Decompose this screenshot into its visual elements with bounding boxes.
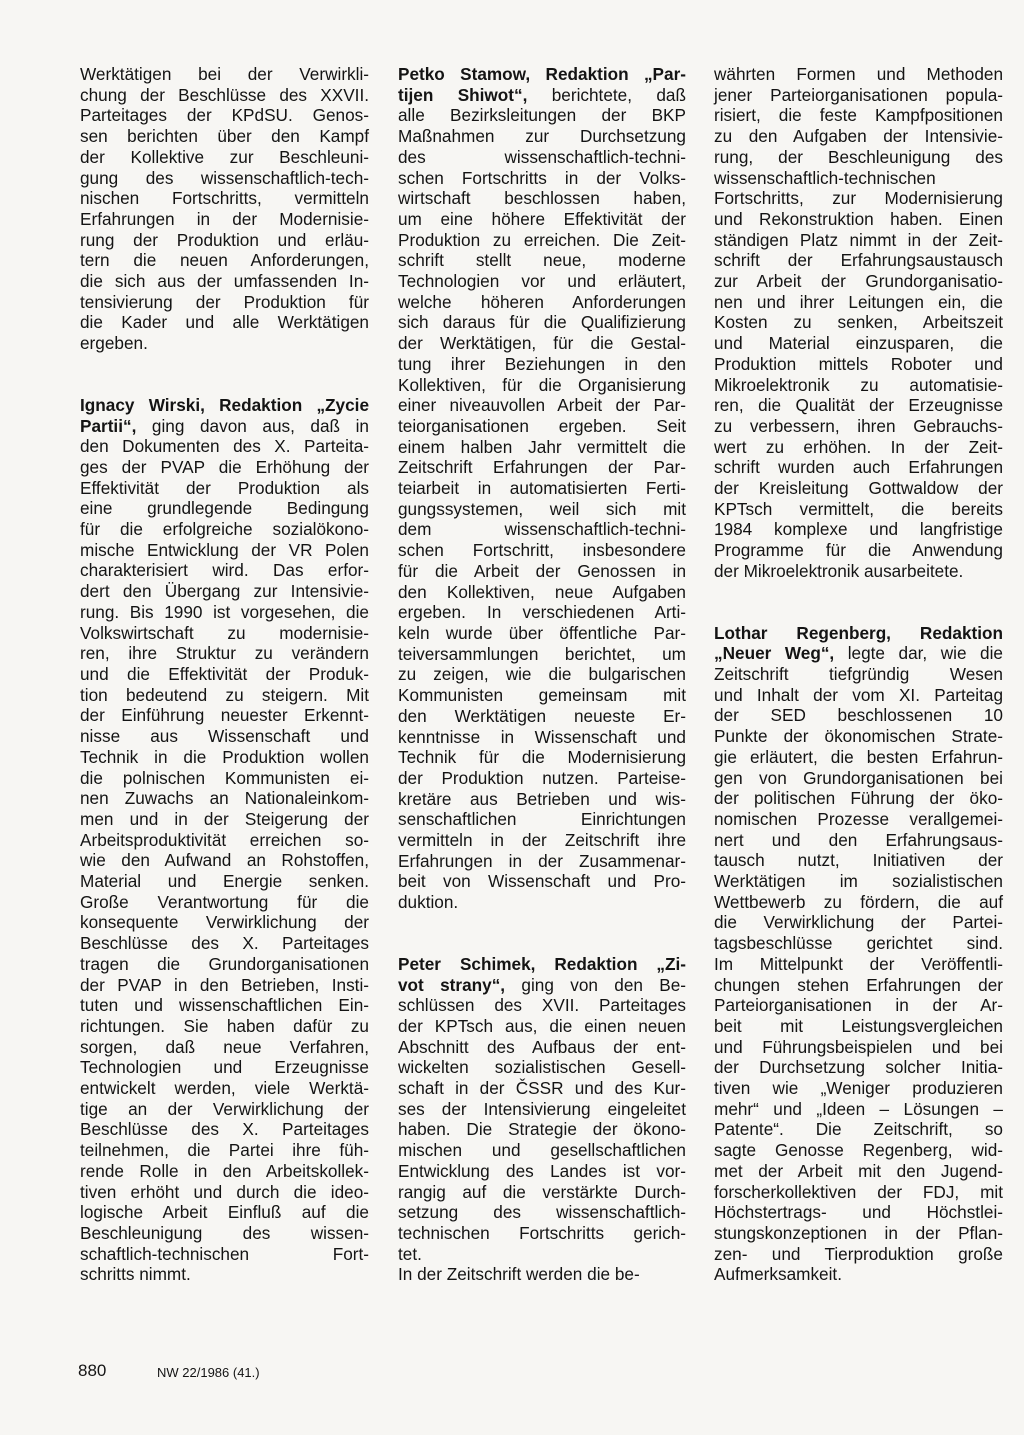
issue-label: NW 22/1986 (41.) xyxy=(157,1365,260,1380)
text-line: logische Arbeit Einfluß auf die xyxy=(80,1202,369,1223)
text-line: wickelten sozialistischen Gesell- xyxy=(398,1057,686,1078)
text-line: schrift stellt neue, moderne xyxy=(398,250,686,271)
text-line: zen- und Tierproduktion große xyxy=(714,1243,1003,1264)
text-line: ergeben. xyxy=(80,333,148,354)
text-line: ren, ihre Struktur zu verändern xyxy=(80,643,369,664)
text-line: Große Verantwortung für die xyxy=(80,891,369,912)
text-line: gungssystemen, weil sich mit xyxy=(398,498,686,519)
text-line: ständigen Platz nimmt in der Zeit- xyxy=(714,229,1003,250)
text-line: tion bedeutend zu steigern. Mit xyxy=(80,684,369,705)
text-line: tagsbeschlüsse gerichtet sind. xyxy=(714,933,1003,954)
text-line: Beschlüsse des X. Parteitages xyxy=(80,1119,369,1140)
text-line: technischen Fortschritts gerich- xyxy=(398,1222,686,1243)
text-line: stungskonzeptionen in der Pflan- xyxy=(714,1222,1003,1243)
text-line: der PVAP in den Betrieben, Insti- xyxy=(80,974,369,995)
text-line: zu den Aufgaben der Intensivie- xyxy=(714,126,1003,147)
text-line: Produktion zu erreichen. Die Zeit- xyxy=(398,229,686,250)
text-line: tet. xyxy=(398,1243,422,1264)
text-line: wirtschaft beschlossen haben, xyxy=(398,188,686,209)
text-line: risiert, die feste Kampfpositionen xyxy=(714,105,1003,126)
text-line: chung der Beschlüsse des XXVII. xyxy=(80,84,369,105)
text-line: mische Entwicklung der VR Polen xyxy=(80,539,369,560)
page-number: 880 xyxy=(78,1361,107,1380)
text-line: schrift der Erfahrungsaustausch xyxy=(714,250,1003,271)
text-line: wie den Aufwand an Rohstoffen, xyxy=(80,850,369,871)
article-paragraph xyxy=(398,954,686,1285)
text-line: einer niveauvollen Arbeit der Par- xyxy=(398,395,686,416)
text-line: und die Effektivität der Produk- xyxy=(80,663,369,684)
article-paragraph xyxy=(80,395,369,1285)
text-line: die sich aus der umfassenden In- xyxy=(80,271,369,292)
text-line: tiven erhöht und durch die ideo- xyxy=(80,1181,369,1202)
text-line: schaftlich-technischen Fort- xyxy=(80,1243,369,1264)
text-line: rende Rolle in den Arbeitskollek- xyxy=(80,1160,369,1181)
text-line: gen von Grundorganisationen bei xyxy=(714,767,1003,788)
text-line: wissenschaftlich-technischen xyxy=(714,167,936,188)
text-line: schrift wurden auch Erfahrungen xyxy=(714,457,1003,478)
text-line: schen Fortschritt, insbesondere xyxy=(398,540,686,561)
text-line: nen und ihrer Leitungen ein, die xyxy=(714,291,1003,312)
text-line: kenntnisse in Wissenschaft und xyxy=(398,726,686,747)
text-line: Punkte der ökonomischen Strate- xyxy=(714,726,1003,747)
text-line: Kollektiven, für die Organisierung xyxy=(398,374,686,395)
text-line: ges der PVAP die Erhöhung der xyxy=(80,456,369,477)
text-line: Werktätigen im sozialistischen xyxy=(714,871,1003,892)
text-line: entwickelt werden, viele Werktä- xyxy=(80,1078,369,1099)
text-line: der Mikroelektronik ausarbeitete. xyxy=(714,560,964,581)
text-line: Patente“. Die Zeitschrift, so xyxy=(714,1119,1003,1140)
text-line: alle Bezirksleitungen der BKP xyxy=(398,105,686,126)
text-line: beit mit Leistungsvergleichen xyxy=(714,1015,1003,1036)
text-line: setzung des wissenschaftlich- xyxy=(398,1202,686,1223)
text-line: Wettbewerb zu fördern, die auf xyxy=(714,891,1003,912)
text-line: Mikroelektronik zu automatisie- xyxy=(714,374,1003,395)
text-line: Aufmerksamkeit. xyxy=(714,1264,842,1285)
text-line: wert zu erhöhen. In der Zeit- xyxy=(714,436,1003,457)
text-line: nen Zuwachs an Nationaleinkom- xyxy=(80,788,369,809)
text-line: und Rekonstruktion haben. Einen xyxy=(714,208,1003,229)
text-line: teiarbeit in automatisierten Ferti- xyxy=(398,478,686,499)
text-line: rung der Produktion und erläu- xyxy=(80,229,369,250)
text-line: die Kader und alle Werktätigen xyxy=(80,312,369,333)
text-line: der Kreisleitung Gottwaldow der xyxy=(714,478,1003,499)
text-line: vermitteln in der Zeitschrift ihre xyxy=(398,830,686,851)
text-line: Zeitschrift tiefgründig Wesen xyxy=(714,663,1003,684)
text-line: met der Arbeit mit den Jugend- xyxy=(714,1160,1003,1181)
text-line: KPTsch vermittelt, die bereits xyxy=(714,498,1003,519)
text-line: schritts nimmt. xyxy=(80,1264,191,1285)
text-line: der SED beschlossenen 10 xyxy=(714,705,1003,726)
text-line: men und in der Steigerung der xyxy=(80,808,369,829)
text-line: Arbeitsproduktivität erreichen so- xyxy=(80,829,369,850)
article-paragraph xyxy=(714,64,1003,582)
text-line: Technik für die Modernisierung xyxy=(398,747,686,768)
text-line: vot strany“, ging von den Be- xyxy=(398,974,687,995)
text-line: den Werktätigen neueste Er- xyxy=(398,705,686,726)
text-line: Maßnahmen zur Durchsetzung xyxy=(398,126,686,147)
text-line: teiorganisationen ergeben. Seit xyxy=(398,415,686,436)
text-line: sagte Genosse Regenberg, wid- xyxy=(714,1140,1003,1161)
text-line: für die erfolgreiche sozialökono- xyxy=(80,519,369,540)
text-line: zu verbessern, ihren Gebrauchs- xyxy=(714,415,1003,436)
text-line: und Führungsbeispielen und bei xyxy=(714,1036,1003,1057)
text-line: rung. Bis 1990 ist vorgesehen, die xyxy=(80,601,369,622)
text-line: teiversammlungen berichtet, um xyxy=(398,643,686,664)
column-2 xyxy=(398,64,686,1285)
text-line: Technik in die Produktion wollen xyxy=(80,746,369,767)
text-line: ergeben. In verschiedenen Arti- xyxy=(398,602,686,623)
text-line: der Produktion nutzen. Parteise- xyxy=(398,767,686,788)
article-paragraph xyxy=(714,623,1003,1286)
text-line: senschaftlichen Einrichtungen xyxy=(398,809,686,830)
text-line: schaft in der ČSSR und des Kur- xyxy=(398,1078,686,1099)
text-line: sich daraus für die Qualifizierung xyxy=(398,312,686,333)
text-line: „Neuer Weg“, legte dar, wie die xyxy=(714,643,1003,664)
text-line: nomischen Prozesse verallgemei- xyxy=(714,808,1003,829)
text-line: duktion. xyxy=(398,892,459,913)
text-line: Programme für die Anwendung xyxy=(714,540,1003,561)
text-line: gung des wissenschaftlich-tech- xyxy=(80,167,369,188)
text-line: den Dokumenten des X. Parteita- xyxy=(80,436,369,457)
column-1 xyxy=(80,64,369,1285)
text-line: die Verwirklichung der Partei- xyxy=(714,912,1003,933)
text-line: Erfahrungen in der Modernisie- xyxy=(80,208,369,229)
article-paragraph xyxy=(398,64,686,913)
text-line: die polnischen Kommunisten ei- xyxy=(80,767,369,788)
text-line: Partii“, ging davon aus, daß in xyxy=(80,415,369,436)
text-line: konsequente Verwirklichung der xyxy=(80,912,369,933)
text-line: für die Arbeit der Genossen in xyxy=(398,560,686,581)
text-line: nischen Fortschritts, vermitteln xyxy=(80,188,369,209)
text-line: tige an der Verwirklichung der xyxy=(80,1098,369,1119)
text-line: forscherkollektiven der FDJ, mit xyxy=(714,1181,1003,1202)
text-line: haben. Die Strategie der ökono- xyxy=(398,1119,686,1140)
text-line: Beschlüsse des X. Parteitages xyxy=(80,933,369,954)
text-line: keln wurde über öffentliche Par- xyxy=(398,622,686,643)
text-line: tragen die Grundorganisationen xyxy=(80,953,369,974)
text-line: und Inhalt der vom XI. Parteitag xyxy=(714,684,1003,705)
text-line: Parteiorganisationen in der Ar- xyxy=(714,995,1003,1016)
text-line: den Kollektiven, neue Aufgaben xyxy=(398,581,686,602)
text-line: zur Arbeit der Grundorganisatio- xyxy=(714,271,1003,292)
text-line: der Einführung neuester Erkennt- xyxy=(80,705,369,726)
text-line: Parteitages der KPdSU. Genos- xyxy=(80,105,369,126)
text-line: Höchstertrags- und Höchstlei- xyxy=(714,1202,1003,1223)
text-line: der politischen Führung der öko- xyxy=(714,788,1003,809)
text-line: des wissenschaftlich-techni- xyxy=(398,146,686,167)
text-line: welche höheren Anforderungen xyxy=(398,291,686,312)
text-line: Ignacy Wirski, Redaktion „Zycie xyxy=(80,394,369,415)
text-line: 1984 komplexe und langfristige xyxy=(714,519,1003,540)
text-line: dert den Übergang zur Intensivie- xyxy=(80,581,369,602)
text-line: der Durchsetzung solcher Initia- xyxy=(714,1057,1003,1078)
text-line: chungen stehen Erfahrungen der xyxy=(714,974,1003,995)
paragraph-gap xyxy=(714,582,1003,623)
text-line: teilnehmen, die Partei ihre füh- xyxy=(80,1140,369,1161)
text-line: Volkswirtschaft zu modernisie- xyxy=(80,622,369,643)
text-line: Effektivität der Produktion als xyxy=(80,477,369,498)
text-line: jener Parteiorganisationen popula- xyxy=(714,84,1003,105)
paragraph-gap xyxy=(398,913,686,954)
text-line: nert und den Erfahrungsaus- xyxy=(714,829,1003,850)
text-line: währten Formen und Methoden xyxy=(714,64,1003,84)
text-line: In der Zeitschrift werden die be- xyxy=(398,1264,640,1285)
text-line: rung, der Beschleunigung des xyxy=(714,146,1003,167)
text-line: einem halben Jahr vermittelt die xyxy=(398,436,686,457)
text-line: tuten und wissenschaftlichen Ein- xyxy=(80,995,369,1016)
column-3 xyxy=(714,64,1003,1285)
text-line: ses der Intensivierung eingeleitet xyxy=(398,1098,686,1119)
text-line: Peter Schimek, Redaktion „Zi- xyxy=(398,953,686,974)
text-line: Entwicklung des Landes ist vor- xyxy=(398,1160,686,1181)
text-line: Zeitschrift Erfahrungen der Par- xyxy=(398,457,686,478)
text-line: Beschleunigung des wissen- xyxy=(80,1222,369,1243)
text-line: Erfahrungen in der Zusammenar- xyxy=(398,850,686,871)
text-line: ren, die Qualität der Erzeugnisse xyxy=(714,395,1003,416)
paragraph-gap xyxy=(80,354,369,395)
text-line: Kosten zu senken, Arbeitszeit xyxy=(714,312,1003,333)
text-line: beit von Wissenschaft und Pro- xyxy=(398,871,686,892)
text-line: tensivierung der Produktion für xyxy=(80,291,369,312)
text-line: Technologien vor und erläutert, xyxy=(398,271,686,292)
text-line: rangig auf die verstärkte Durch- xyxy=(398,1181,686,1202)
text-line: Im Mittelpunkt der Veröffentli- xyxy=(714,953,1003,974)
text-line: Petko Stamow, Redaktion „Par- xyxy=(398,64,686,84)
text-line: dem wissenschaftlich-techni- xyxy=(398,519,686,540)
text-line: mischen und gesellschaftlichen xyxy=(398,1140,686,1161)
text-line: und Material einzusparen, die xyxy=(714,333,1003,354)
text-line: tern die neuen Anforderungen, xyxy=(80,250,369,271)
text-line: der Kollektive zur Beschleuni- xyxy=(80,146,369,167)
text-line: charakterisiert wird. Das erfor- xyxy=(80,560,369,581)
text-line: Lothar Regenberg, Redaktion xyxy=(714,622,1003,643)
text-line: sen berichten über den Kampf xyxy=(80,126,369,147)
text-line: Abschnitt des Aufbaus der ent- xyxy=(398,1036,686,1057)
text-line: Kommunisten gemeinsam mit xyxy=(398,685,686,706)
text-line: Fortschritts, zur Modernisierung xyxy=(714,188,1003,209)
text-line: kretäre aus Betrieben und wis- xyxy=(398,788,686,809)
text-line: tijen Shiwot“, berichtete, daß xyxy=(398,84,686,105)
text-line: richtungen. Sie haben dafür zu xyxy=(80,1015,369,1036)
text-line: tiven wie „Weniger produzieren xyxy=(714,1078,1003,1099)
text-line: Produktion mittels Roboter und xyxy=(714,353,1003,374)
text-line: mehr“ und „Ideen – Lösungen – xyxy=(714,1098,1003,1119)
text-line: Material und Energie senken. xyxy=(80,871,369,892)
text-line: eine grundlegende Bedingung xyxy=(80,498,369,519)
article-paragraph xyxy=(80,64,369,354)
text-line: schen Fortschritts in der Volks- xyxy=(398,167,686,188)
text-line: Werktätigen bei der Verwirkli- xyxy=(80,64,369,84)
text-line: um eine höhere Effektivität der xyxy=(398,208,686,229)
text-line: der KPTsch aus, die einen neuen xyxy=(398,1015,686,1036)
text-line: Technologien und Erzeugnisse xyxy=(80,1057,369,1078)
text-line: gie erläutert, die besten Erfahrun- xyxy=(714,746,1003,767)
text-line: zu zeigen, wie die bulgarischen xyxy=(398,664,686,685)
text-line: der Werktätigen, für die Gestal- xyxy=(398,333,686,354)
text-line: schlüssen des XVII. Parteitages xyxy=(398,995,686,1016)
text-line: tausch nutzt, Initiativen der xyxy=(714,850,1003,871)
text-line: sorgen, daß neue Verfahren, xyxy=(80,1036,369,1057)
text-line: nisse aus Wissenschaft und xyxy=(80,726,369,747)
text-line: tung ihrer Beziehungen in den xyxy=(398,353,686,374)
